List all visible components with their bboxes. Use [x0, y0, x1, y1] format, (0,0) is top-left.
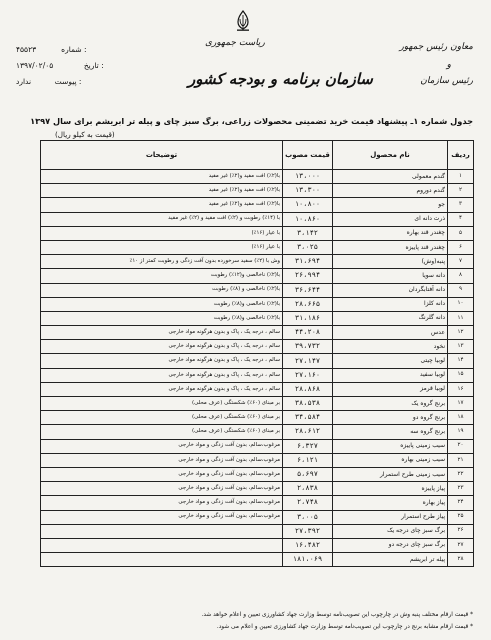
- row-number-cell: ۷: [448, 255, 474, 269]
- header-row-number: ردیف: [448, 141, 474, 170]
- price-cell: ۲۶،۹۹۴: [283, 269, 333, 283]
- price-cell: ۱۸۱،۰۶۹: [283, 553, 333, 567]
- table-row: [41, 538, 474, 552]
- product-name-cell: گندم دوروم: [333, 184, 448, 198]
- price-cell: ۶،۱۲۱: [283, 453, 333, 467]
- row-number-cell: ۱۰: [448, 297, 474, 311]
- price-cell: ۲۷،۱۶۰: [283, 368, 333, 382]
- table-row: [41, 553, 474, 567]
- organization-title: سازمان برنامه و بودجه کشور: [188, 70, 373, 88]
- row-number-cell: ۲۲: [448, 467, 474, 481]
- product-name-cell: دانه آفتابگردان: [333, 283, 448, 297]
- price-cell: ۳۴،۵۸۴: [283, 411, 333, 425]
- notes-cell: با(۲٪) افت مفید و(۲٪) غیر مفید: [41, 170, 283, 184]
- product-name-cell: عدس: [333, 326, 448, 340]
- addressee-line-3: رئیس سازمان: [420, 76, 473, 86]
- product-name-cell: برگ سبز چای درجه یک: [333, 524, 448, 538]
- notes-cell: سالم ، درجه یک ، پاک و بدون هرگونه مواد خارجی: [41, 354, 283, 368]
- table-row: [41, 184, 474, 198]
- price-cell: ۳۱،۶۹۴: [283, 255, 333, 269]
- table-row: [41, 453, 474, 467]
- product-name-cell: برنج گروه یک: [333, 397, 448, 411]
- product-name-cell: پیاز بهاره: [333, 496, 448, 510]
- footnote-2: * قیمت ارقام مشابه برنج در چارچوب این تصویب‌نامه توسط وزارت جهاد کشاورزی تعیین و اعلام می شود.: [216, 624, 473, 630]
- price-table: [40, 140, 474, 567]
- table-row: [41, 198, 474, 212]
- notes-cell: با(۲٪) ناخالصی و(۸٪) رطوبت: [41, 311, 283, 325]
- addressee-line-2: و: [446, 60, 451, 70]
- product-name-cell: برگ سبز چای درجه دو: [333, 538, 448, 552]
- price-cell: ۳،۰۲۵: [283, 240, 333, 254]
- presidency-label: ریاست جمهوری: [205, 38, 265, 48]
- notes-cell: با عیار (۱۶٪): [41, 226, 283, 240]
- row-number-cell: ۲۶: [448, 524, 474, 538]
- table-row: [41, 326, 474, 340]
- table-row: [41, 524, 474, 538]
- row-number-cell: ۹: [448, 283, 474, 297]
- product-name-cell: برنج گروه دو: [333, 411, 448, 425]
- notes-cell: مرغوب،سالم، بدون آفت زدگی و مواد خارجی: [41, 496, 283, 510]
- letter-date-value: ۱۳۹۷/۰۲/۰۵: [16, 61, 54, 70]
- row-number-cell: ۱۶: [448, 382, 474, 396]
- header-notes: توضیحات: [41, 141, 283, 170]
- product-name-cell: ذرت دانه ای: [333, 212, 448, 226]
- notes-cell: با(۲٪) افت مفید و(۲٪) غیر مفید: [41, 198, 283, 212]
- row-number-cell: ۱۵: [448, 368, 474, 382]
- notes-cell: با عیار (۱۶٪): [41, 240, 283, 254]
- notes-cell: سالم ، درجه یک ، پاک و بدون هرگونه مواد خارجی: [41, 382, 283, 396]
- product-name-cell: پیاز طرح استمرار: [333, 510, 448, 524]
- table-row: [41, 283, 474, 297]
- table-row: [41, 425, 474, 439]
- letter-attachment-label: پیوست :: [54, 77, 82, 86]
- letter-number-value: ۴۵۵۲۳: [16, 45, 37, 54]
- notes-cell: مرغوب،سالم، بدون آفت زدگی و مواد خارجی: [41, 482, 283, 496]
- table-row: [41, 368, 474, 382]
- table-header-row: [41, 141, 474, 170]
- row-number-cell: ۱۸: [448, 411, 474, 425]
- product-name-cell: پیاز پاییزه: [333, 482, 448, 496]
- row-number-cell: ۶: [448, 240, 474, 254]
- row-number-cell: ۲۴: [448, 496, 474, 510]
- price-cell: ۱۳،۳۰۰: [283, 184, 333, 198]
- price-cell: ۳،۱۴۲: [283, 226, 333, 240]
- row-number-cell: ۱۷: [448, 397, 474, 411]
- notes-cell: با(۲٪) افت مفید و(۲٪) غیر مفید: [41, 184, 283, 198]
- notes-cell: مرغوب،سالم، بدون آفت زدگی و مواد خارجی: [41, 510, 283, 524]
- row-number-cell: ۵: [448, 226, 474, 240]
- price-cell: ۳۸،۵۳۸: [283, 397, 333, 411]
- table-row: [41, 510, 474, 524]
- letter-number-label: شماره :: [61, 45, 87, 54]
- product-name-cell: دانه گلرنگ: [333, 311, 448, 325]
- product-name-cell: چغندر قند پاییزه: [333, 240, 448, 254]
- row-number-cell: ۲۱: [448, 453, 474, 467]
- footnote-1: * قیمت ارقام مختلف پنبه وش در چارچوب این تصویب‌نامه توسط وزارت جهاد کشاورزی تعیین و اعلام خواهد شد.: [201, 612, 473, 618]
- table-row: [41, 496, 474, 510]
- row-number-cell: ۱۱: [448, 311, 474, 325]
- price-cell: ۲۷،۳۹۲: [283, 524, 333, 538]
- product-name-cell: سیب زمینی پاییزه: [333, 439, 448, 453]
- header-product: نام محصول: [333, 141, 448, 170]
- row-number-cell: ۲۰: [448, 439, 474, 453]
- price-cell: ۲۸،۶۶۵: [283, 297, 333, 311]
- row-number-cell: ۸: [448, 269, 474, 283]
- table-row: [41, 482, 474, 496]
- table-row: [41, 340, 474, 354]
- notes-cell: [41, 524, 283, 538]
- table-row: [41, 255, 474, 269]
- price-cell: ۲،۷۴۸: [283, 496, 333, 510]
- table-row: [41, 226, 474, 240]
- price-cell: ۲،۸۳۸: [283, 482, 333, 496]
- row-number-cell: ۳: [448, 198, 474, 212]
- table-row: [41, 212, 474, 226]
- letter-attachment-value: ندارد: [16, 77, 32, 86]
- price-cell: ۱۰،۸۰۰: [283, 198, 333, 212]
- product-name-cell: سیب زمینی طرح استمرار: [333, 467, 448, 481]
- product-name-cell: دانه کلزا: [333, 297, 448, 311]
- row-number-cell: ۲: [448, 184, 474, 198]
- notes-cell: سالم ، درجه یک ، پاک و بدون هرگونه مواد خارجی: [41, 368, 283, 382]
- price-cell: ۱۰،۸۶۰: [283, 212, 333, 226]
- price-cell: ۳،۰۰۵: [283, 510, 333, 524]
- table-row: [41, 397, 474, 411]
- row-number-cell: ۲۷: [448, 538, 474, 552]
- price-cell: ۲۸،۶۱۲: [283, 425, 333, 439]
- row-number-cell: ۲۸: [448, 553, 474, 567]
- row-number-cell: ۱۴: [448, 354, 474, 368]
- product-name-cell: لوبیا قرمز: [333, 382, 448, 396]
- price-cell: ۲۷،۱۴۷: [283, 354, 333, 368]
- notes-cell: با(۲٪) ناخالصی و(۱۲٪) رطوبت: [41, 269, 283, 283]
- price-cell: ۱۳،۰۰۰: [283, 170, 333, 184]
- letter-date-label: تاریخ :: [83, 61, 104, 70]
- price-cell: ۲۸،۸۶۸: [283, 382, 333, 396]
- price-cell: ۳۱،۱۸۶: [283, 311, 333, 325]
- notes-cell: وش با (۲٪) سفید سرخورده بدون آفت زدگی و رطوبت کمتر از ۱۰٪: [41, 255, 283, 269]
- addressee-line-1: معاون رئیس جمهور: [399, 42, 473, 52]
- product-name-cell: جو: [333, 198, 448, 212]
- table-row: [41, 411, 474, 425]
- row-number-cell: ۴: [448, 212, 474, 226]
- table-row: [41, 382, 474, 396]
- price-cell: ۶،۳۲۷: [283, 439, 333, 453]
- price-cell: ۱۶،۴۸۲: [283, 538, 333, 552]
- letter-number: [16, 45, 87, 54]
- table-row: [41, 354, 474, 368]
- price-cell: ۳۹،۷۳۲: [283, 340, 333, 354]
- table-row: [41, 269, 474, 283]
- notes-cell: سالم ، درجه یک ، پاک و بدون هرگونه مواد خارجی: [41, 326, 283, 340]
- header-price: قیمت مصوب: [283, 141, 333, 170]
- notes-cell: [41, 553, 283, 567]
- product-name-cell: دانه سویا: [333, 269, 448, 283]
- notes-cell: [41, 538, 283, 552]
- product-name-cell: پیله تر ابریشم: [333, 553, 448, 567]
- notes-cell: با(۲٪) ناخالصی و(۸٪) رطوبت: [41, 297, 283, 311]
- row-number-cell: ۲۳: [448, 482, 474, 496]
- table-row: [41, 170, 474, 184]
- notes-cell: بر مبنای (۶۰٪) شکستگی (عرف محلی): [41, 397, 283, 411]
- table-row: [41, 467, 474, 481]
- letter-attachment: [16, 77, 81, 86]
- notes-cell: مرغوب،سالم، بدون آفت زدگی و مواد خارجی: [41, 467, 283, 481]
- product-name-cell: برنج گروه سه: [333, 425, 448, 439]
- table-row: [41, 439, 474, 453]
- letter-date: [16, 61, 104, 70]
- unit-note: (قیمت به کیلو ریال): [55, 130, 115, 139]
- table-row: [41, 240, 474, 254]
- row-number-cell: ۱۳: [448, 340, 474, 354]
- notes-cell: بر مبنای (۶۰٪) شکستگی (عرف محلی): [41, 425, 283, 439]
- product-name-cell: سیب زمینی بهاره: [333, 453, 448, 467]
- notes-cell: سالم ، درجه یک ، پاک و بدون هرگونه مواد خارجی: [41, 340, 283, 354]
- row-number-cell: ۱۹: [448, 425, 474, 439]
- price-cell: ۳۶،۶۴۴: [283, 283, 333, 297]
- price-cell: ۵،۶۹۷: [283, 467, 333, 481]
- notes-cell: مرغوب،سالم، بدون آفت زدگی و مواد خارجی: [41, 453, 283, 467]
- notes-cell: با (۱۴٪) رطوبت و (۲٪) افت مفید و (۲٪) غیر مفید: [41, 212, 283, 226]
- table-row: [41, 297, 474, 311]
- product-name-cell: چغندر قند بهاره: [333, 226, 448, 240]
- product-name-cell: گندم معمولی: [333, 170, 448, 184]
- national-emblem-icon: [232, 10, 254, 32]
- product-name-cell: پنبه(وش): [333, 255, 448, 269]
- row-number-cell: ۱۲: [448, 326, 474, 340]
- price-cell: ۴۴،۲۰۸: [283, 326, 333, 340]
- table-row: [41, 311, 474, 325]
- document-title: جدول شماره ۱ـ پیشنهاد قیمت خرید تضمینی محصولات زراعی، برگ سبز چای و پیله تر ابریشم برای سال ۱۳۹۷: [30, 116, 473, 126]
- row-number-cell: ۱: [448, 170, 474, 184]
- product-name-cell: نخود: [333, 340, 448, 354]
- notes-cell: مرغوب،سالم، بدون آفت زدگی و مواد خارجی: [41, 439, 283, 453]
- notes-cell: بر مبنای (۶۰٪) شکستگی (عرف محلی): [41, 411, 283, 425]
- product-name-cell: لوبیا سفید: [333, 368, 448, 382]
- notes-cell: با(۲٪) ناخالصی و (۸٪) رطوبت: [41, 283, 283, 297]
- product-name-cell: لوبیا چیتی: [333, 354, 448, 368]
- row-number-cell: ۲۵: [448, 510, 474, 524]
